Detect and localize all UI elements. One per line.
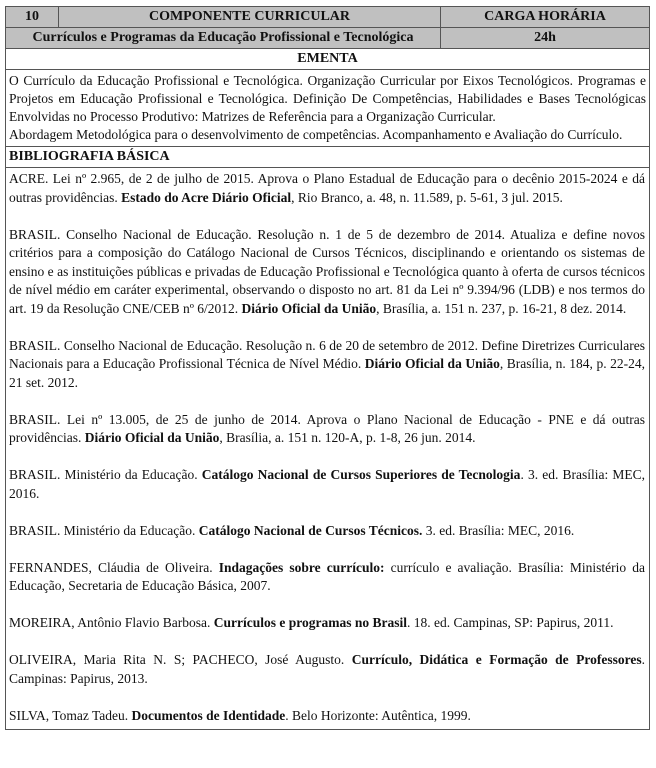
reference-text: SILVA, Tomaz Tadeu. xyxy=(9,707,132,723)
reference-text: BRASIL. Ministério da Educação. xyxy=(9,522,199,538)
reference-title: Diário Oficial da União xyxy=(364,356,500,371)
reference-item xyxy=(9,651,645,688)
reference-text: currículo e avaliação. Brasília: Ministério da Educação, Secretaria de Educação Básica, 2007. xyxy=(9,559,645,593)
ementa-text xyxy=(6,70,649,146)
reference-title: Currículo, Didática e Formação de Professores xyxy=(351,652,642,667)
course-hours: 24h xyxy=(534,30,556,45)
bibliografia-title-row xyxy=(6,147,649,168)
reference-item xyxy=(9,226,645,319)
reference-title: Catálogo Nacional de Cursos Superiores de Tecnologia xyxy=(201,467,521,482)
reference-text: , Brasília, n. 184, p. 22-24, 21 set. 2012. xyxy=(9,356,645,390)
ementa-content-row xyxy=(6,70,649,147)
reference-title: Indagações sobre currículo: xyxy=(218,559,385,575)
reference-title: Catálogo Nacional de Cursos Técnicos. xyxy=(198,522,423,538)
course-name: Currículos e Programas da Educação Profissional e Tecnológica xyxy=(6,28,441,48)
reference-text: OLIVEIRA, Maria Rita N. S; PACHECO, José Augusto. xyxy=(9,652,352,667)
reference-text: ACRE. Lei nº 2.965, de 2 de julho de 2015. Aprova o Plano Estadual de Educação para o decênio 2015-2024 e dá outras providências. xyxy=(9,171,645,205)
reference-title: Estado do Acre Diário Oficial xyxy=(121,189,292,205)
component-number: 10 xyxy=(6,7,59,27)
component-header-label: COMPONENTE CURRICULAR xyxy=(59,7,441,27)
hours-header-label: CARGA HORÁRIA xyxy=(484,9,606,24)
reference-item xyxy=(9,707,645,726)
reference-text: 3. ed. Brasília: MEC, 2016. xyxy=(422,522,575,538)
reference-title: Diário Oficial da União xyxy=(84,430,220,445)
reference-item xyxy=(9,614,645,633)
ementa-paragraph: Abordagem Metodológica para o desenvolvimento de competências. Acompanhamento e Avaliação do Currículo. xyxy=(9,127,623,142)
reference-item xyxy=(9,170,645,207)
bibliografia-title: BIBLIOGRAFIA BÁSICA xyxy=(9,149,170,164)
reference-title: Diário Oficial da União xyxy=(241,300,377,316)
reference-item xyxy=(9,411,645,448)
bibliografia-content-row xyxy=(6,168,649,729)
reference-item xyxy=(9,466,645,503)
reference-text: BRASIL. Ministério da Educação. xyxy=(9,467,202,482)
reference-text: , Brasília, a. 151 n. 237, p. 16-21, 8 dez. 2014. xyxy=(376,300,627,316)
reference-text: BRASIL. Conselho Nacional de Educação. Resolução n. 1 de 5 de dezembro de 2014. Atualiza e define novos critérios para a composição do Catálogo Nacional de Cursos Técnicos, disciplinando e orientando os sistemas de ensino e as instituições públicas e privadas de Educação Profissional e Tecnológica quanto à oferta de cursos técnicos de nível médio em caráter experimental, observando o disposto no art. 81 da Lei nº 9.394/96 (LDB) e nos termos do art. 19 da Resolução CNE/CEB nº 6/2012. xyxy=(9,226,645,316)
reference-title: Currículos e programas no Brasil xyxy=(213,615,407,630)
reference-text: , Rio Branco, a. 48, n. 11.589, p. 5-61, 3 jul. 2015. xyxy=(291,189,563,205)
reference-item xyxy=(9,337,645,393)
reference-text: BRASIL. Conselho Nacional de Educação. Resolução n. 6 de 20 de setembro de 2012. Define Diretrizes Curriculares Nacionais para a Educação Profissional Técnica de Nível Médio. xyxy=(9,337,645,371)
reference-text: . Belo Horizonte: Autêntica, 1999. xyxy=(285,707,471,723)
reference-item xyxy=(9,559,645,596)
bibliografia-list xyxy=(6,168,649,729)
reference-text: . 3. ed. Brasília: MEC, 2016. xyxy=(9,467,645,501)
reference-text: BRASIL. Lei nº 13.005, de 25 de junho de 2014. Aprova o Plano Nacional de Educação - PNE e dá outras providências. xyxy=(9,411,645,445)
header-row xyxy=(6,7,649,28)
ementa-paragraph: O Currículo da Educação Profissional e Tecnológica. Organização Curricular por Eixos Tecnológicos. Programas e Projetos em Educação Profissional e Tecnológica. Definição De Competências, Habilidades e Bases Tecnológicas Envolvidas no Processo Produtivo: Matrizes de Referência para a Organização Curricular. xyxy=(9,73,646,124)
course-row xyxy=(6,28,649,49)
curricular-component-table xyxy=(5,6,650,730)
reference-text: , Brasília, a. 151 n. 120-A, p. 1-8, 26 jun. 2014. xyxy=(219,430,476,445)
reference-text: . 18. ed. Campinas, SP: Papirus, 2011. xyxy=(407,615,614,630)
ementa-title: EMENTA xyxy=(297,51,358,66)
reference-text: MOREIRA, Antônio Flavio Barbosa. xyxy=(9,615,214,630)
reference-text: FERNANDES, Cláudia de Oliveira. xyxy=(9,559,219,575)
reference-item xyxy=(9,522,645,541)
reference-title: Documentos de Identidade xyxy=(131,707,286,723)
reference-text: . Campinas: Papirus, 2013. xyxy=(9,652,645,686)
ementa-title-row xyxy=(6,49,649,70)
